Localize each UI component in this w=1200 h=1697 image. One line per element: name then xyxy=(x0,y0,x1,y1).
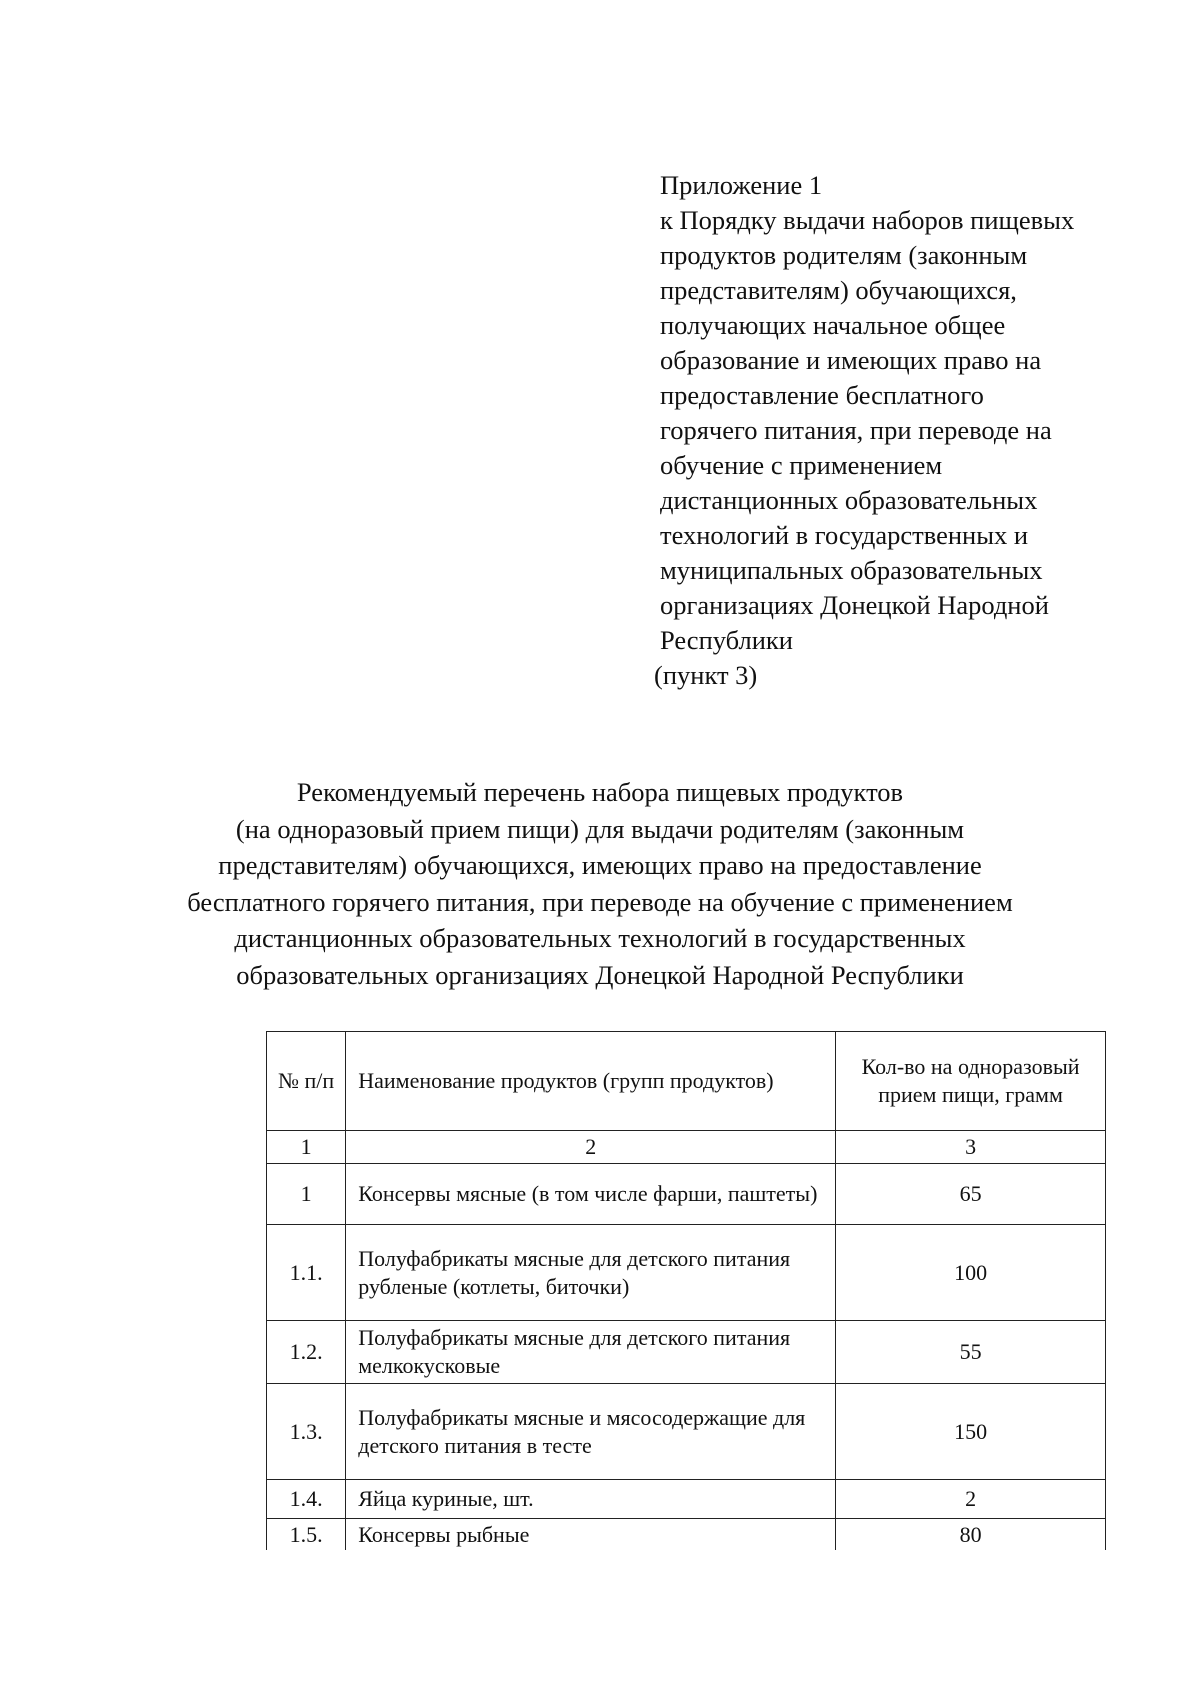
product-name: Консервы рыбные xyxy=(346,1519,836,1551)
table-row xyxy=(267,1519,1106,1551)
appendix-line: предоставление бесплатного xyxy=(660,380,984,410)
product-name: Полуфабрикаты мясные для детского питания мелкокусковые xyxy=(346,1321,836,1384)
column-number: 1 xyxy=(267,1131,346,1164)
header-number: № п/п xyxy=(267,1032,346,1131)
table-row xyxy=(267,1480,1106,1519)
table-row xyxy=(267,1384,1106,1480)
products-table xyxy=(266,1031,1106,1550)
table-header-row xyxy=(267,1032,1106,1131)
column-number-row xyxy=(267,1131,1106,1164)
table-row xyxy=(267,1164,1106,1225)
product-name: Консервы мясные (в том числе фарши, паштеты) xyxy=(346,1164,836,1225)
product-name: Полуфабрикаты мясные и мясосодержащие для детского питания в тесте xyxy=(346,1384,836,1480)
appendix-line: обучение с применением xyxy=(660,450,943,480)
product-name: Яйца куриные, шт. xyxy=(346,1480,836,1519)
row-number: 1.4. xyxy=(267,1480,346,1519)
product-quantity: 2 xyxy=(836,1480,1106,1519)
title-line: Рекомендуемый перечень набора пищевых продуктов xyxy=(296,777,904,807)
row-number: 1 xyxy=(267,1164,346,1225)
title-line: бесплатного горячего питания, при переводе на обучение с применением xyxy=(187,886,1013,917)
document-title xyxy=(100,774,1100,993)
table-row xyxy=(267,1321,1106,1384)
title-line: представителям) обучающихся, имеющих право на предоставление xyxy=(218,850,982,880)
appendix-line: продуктов родителям (законным xyxy=(660,240,1028,270)
product-quantity: 65 xyxy=(836,1164,1106,1225)
row-number: 1.2. xyxy=(267,1321,346,1384)
column-number: 3 xyxy=(836,1131,1106,1164)
header-product-name: Наименование продуктов (групп продуктов) xyxy=(346,1032,836,1131)
row-number: 1.5. xyxy=(267,1519,346,1551)
row-number: 1.3. xyxy=(267,1384,346,1480)
header-quantity: Кол-во на одноразовый прием пищи, грамм xyxy=(836,1032,1106,1131)
appendix-line: Приложение 1 xyxy=(660,170,823,200)
appendix-line: образование и имеющих право на xyxy=(660,345,1042,375)
appendix-line: технологий в государственных и xyxy=(660,520,1029,550)
product-quantity: 100 xyxy=(836,1225,1106,1321)
appendix-line: представителям) обучающихся, xyxy=(660,275,1017,305)
appendix-line: дистанционных образовательных xyxy=(660,485,1038,515)
appendix-point-reference: (пункт 3) xyxy=(654,660,758,690)
appendix-line: к Порядку выдачи наборов пищевых xyxy=(660,205,1075,235)
row-number: 1.1. xyxy=(267,1225,346,1321)
column-number: 2 xyxy=(346,1131,836,1164)
appendix-block xyxy=(654,168,1120,693)
product-quantity: 150 xyxy=(836,1384,1106,1480)
title-line: дистанционных образовательных технологий в государственных xyxy=(234,923,966,953)
appendix-line: организациях Донецкой Народной xyxy=(660,590,1049,620)
appendix-line: муниципальных образовательных xyxy=(660,555,1043,585)
table-row xyxy=(267,1225,1106,1321)
appendix-line: получающих начальное общее xyxy=(660,310,1006,340)
product-name: Полуфабрикаты мясные для детского питания рубленые (котлеты, биточки) xyxy=(346,1225,836,1321)
product-quantity: 55 xyxy=(836,1321,1106,1384)
appendix-line: Республики xyxy=(660,625,793,655)
title-line: (на одноразовый прием пищи) для выдачи родителям (законным xyxy=(235,813,965,844)
appendix-line: горячего питания, при переводе на xyxy=(660,415,1052,445)
title-line: образовательных организациях Донецкой Народной Республики xyxy=(236,959,964,990)
product-quantity: 80 xyxy=(836,1519,1106,1551)
